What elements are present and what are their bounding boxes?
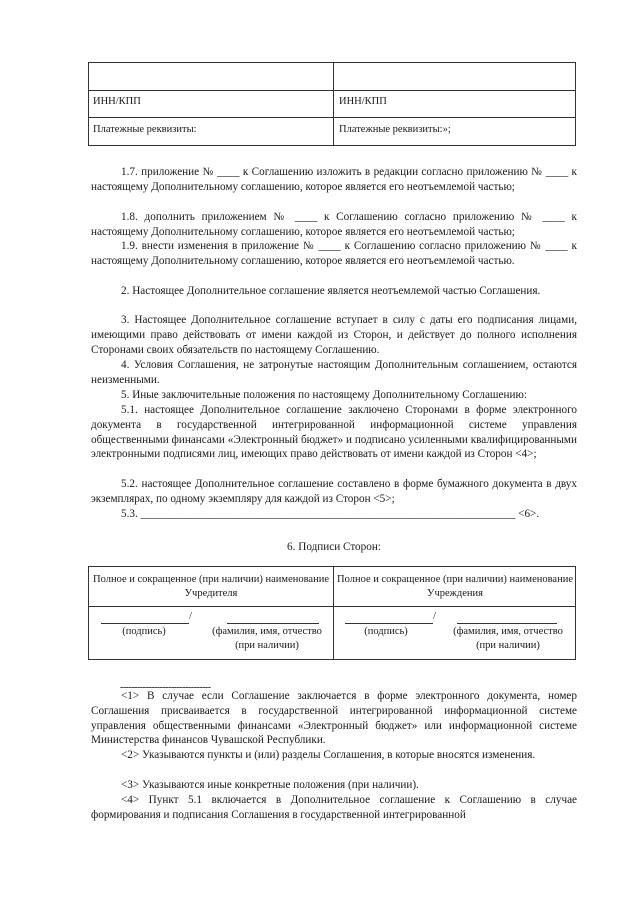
left-payment-label: Платежные реквизиты:	[93, 124, 197, 135]
left-name-label: (фамилия, имя, отчество (при наличии)	[212, 626, 322, 651]
footnote-3: <3> Указываются иные конкретные положения (при наличии).	[121, 779, 419, 791]
left-sign-label: (подпись)	[122, 626, 166, 637]
footnote-1: <1> В случае если Соглашение заключается в форме электронного документа, номер Соглашения присваивается в государственной интегрированной информационной системе управления общественными финансами «Электронный бюджет» или информационной системе Министерства финансов Чувашской Республики.	[91, 690, 577, 747]
right-payment-label: Платежные реквизиты:»;	[339, 124, 451, 135]
clause-5-3: 5.3. ___________________________________________________________________ <6>.	[121, 508, 540, 520]
clause-5-1: 5.1. настоящее Дополнительное соглашение заключено Сторонами в форме электронного документа в государственной интегрированной информационной системе управления общественными финансами «Электронный бюджет» и подписано усиленными квалифицированными электронными подписями лиц, имеющих право действовать от имени каждой из Сторон <4>;	[91, 404, 577, 461]
right-party-header: Полное и сокращенное (при наличии) наименование Учреждения	[337, 574, 573, 599]
footnote-separator: --------------------------------	[120, 682, 211, 693]
right-slash: /	[433, 611, 436, 622]
right-name-line	[457, 623, 557, 624]
left-slash: /	[189, 611, 192, 622]
clause-3: 3. Настоящее Дополнительное соглашение вступает в силу с даты его подписания лицами, имеющими право действовать от имени каждой из Сторон, и действует до полного исполнения Сторонами своих обязательств по настоящему Соглашению.	[91, 314, 577, 356]
requisites-column-divider	[333, 63, 334, 145]
clause-2: 2. Настоящее Дополнительное соглашение является неотъемлемой частью Соглашения.	[121, 285, 541, 297]
left-party-header: Полное и сокращенное (при наличии) наименование Учредителя	[93, 574, 329, 599]
clause-1-8: 1.8. дополнить приложением № ____ к Соглашению согласно приложению № ____ к настоящему Дополнительному соглашению, которое является его неотъемлемой частью;	[91, 211, 577, 238]
left-signature-line	[101, 623, 189, 624]
clause-5: 5. Иные заключительные положения по настоящему Дополнительному Соглашению:	[121, 389, 527, 401]
footnote-2: <2> Указываются пункты и (или) разделы Соглашения, в которые вносятся изменения.	[121, 749, 536, 761]
clause-5-2: 5.2. настоящее Дополнительное соглашение составлено в форме бумажного документа в двух экземплярах, по одному экземпляру для каждой из Сторон <5>;	[91, 478, 577, 505]
signatures-title: 6. Подписи Сторон:	[287, 541, 381, 553]
footnote-4: <4> Пункт 5.1 включается в Дополнительное соглашение к Соглашению в случае формирования и подписания Соглашения в государственной интегрированной	[91, 794, 577, 821]
clause-1-7: 1.7. приложение № ____ к Соглашению изложить в редакции согласно приложению № ____ к настоящему Дополнительному соглашению, которое является его неотъемлемой частью;	[91, 166, 577, 193]
requisites-row-divider	[89, 117, 575, 118]
requisites-row-divider	[89, 90, 575, 91]
left-inn-label: ИНН/КПП	[93, 96, 141, 107]
right-name-label: (фамилия, имя, отчество (при наличии)	[453, 626, 563, 651]
right-sign-label: (подпись)	[364, 626, 408, 637]
clause-1-9: 1.9. внести изменения в приложение № ____ к Соглашению согласно приложению № ____ к настоящему Дополнительному соглашению, которое является его неотъемлемой частью.	[91, 240, 577, 267]
left-name-line	[227, 623, 319, 624]
right-signature-line	[345, 623, 433, 624]
clause-4: 4. Условия Соглашения, не затронутые настоящим Дополнительным соглашением, остаются неизменными.	[91, 359, 577, 386]
signatures-row-divider	[89, 606, 575, 607]
requisites-table	[88, 62, 576, 146]
signatures-table	[88, 566, 576, 660]
right-inn-label: ИНН/КПП	[339, 96, 387, 107]
